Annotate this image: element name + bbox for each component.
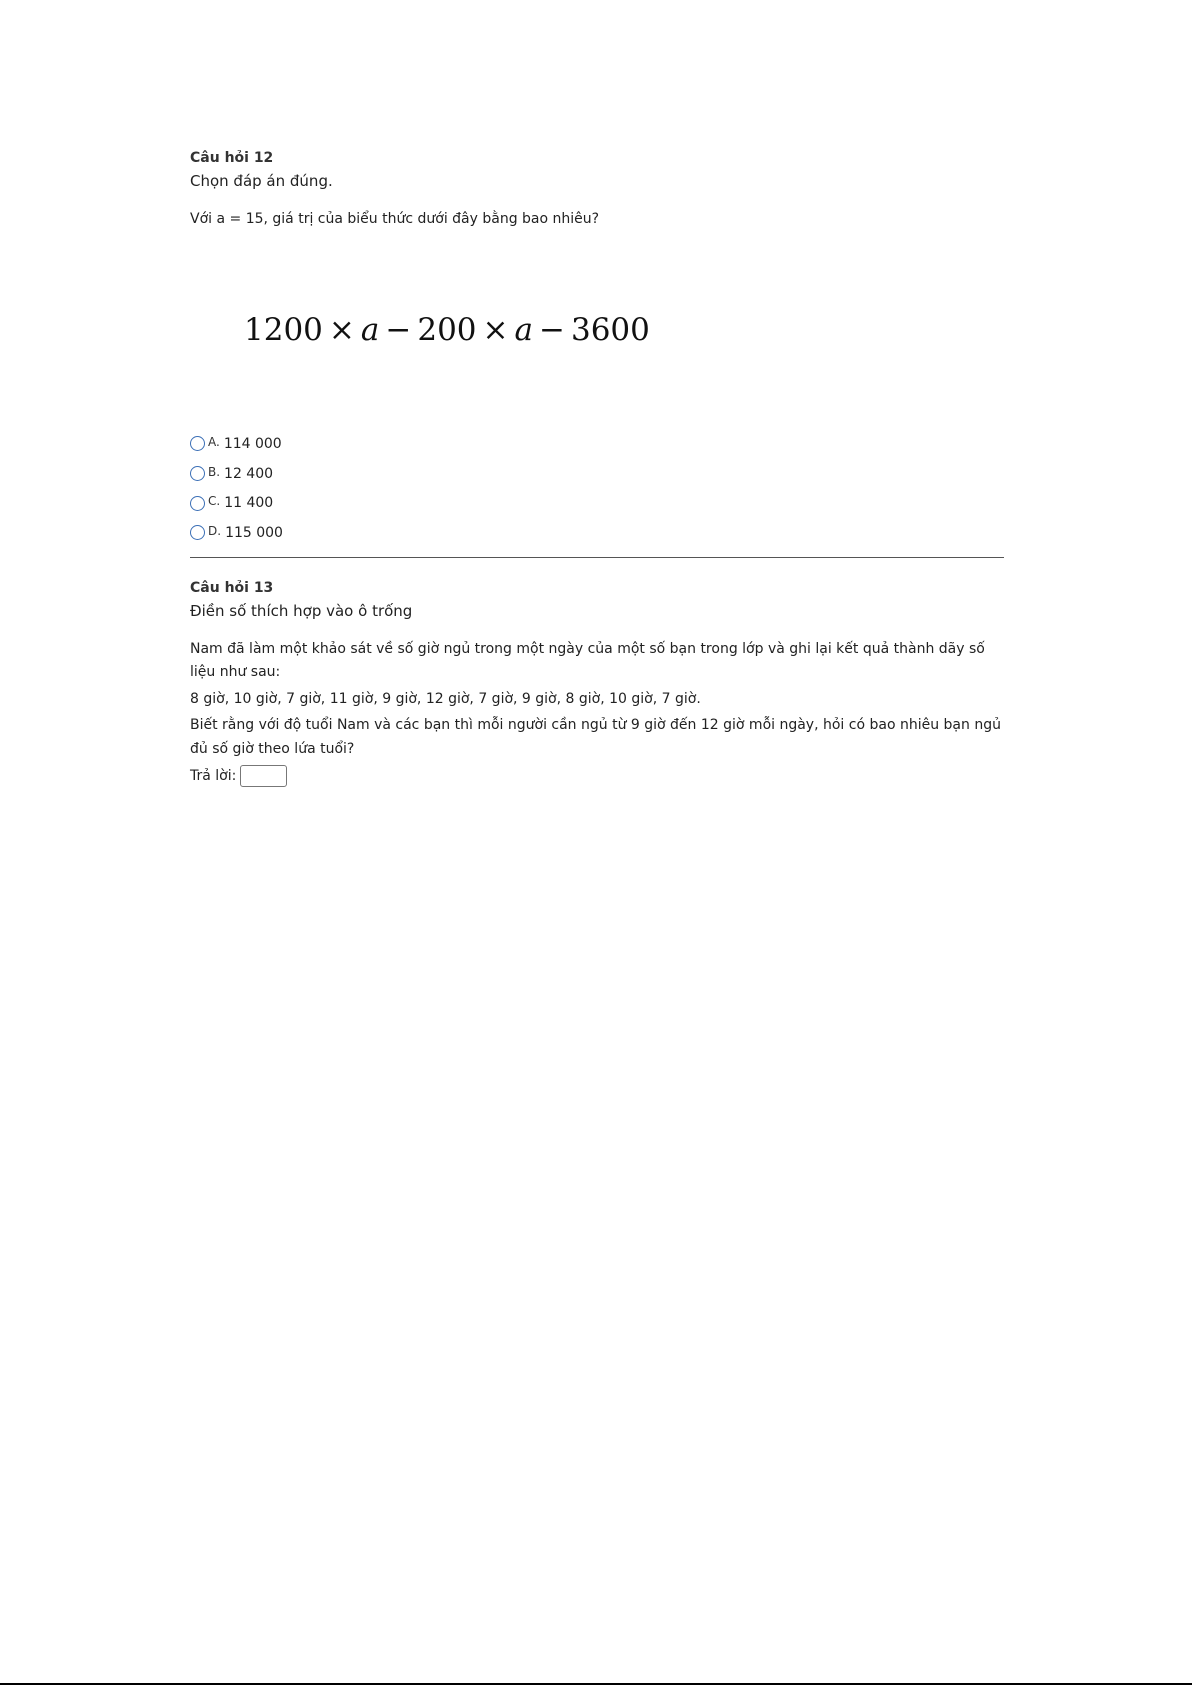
- radio-button-c[interactable]: [190, 496, 205, 511]
- times-symbol: ×: [482, 312, 509, 348]
- radio-button-b[interactable]: [190, 466, 205, 481]
- option-a[interactable]: [190, 429, 1004, 459]
- question-13-instruction: Điền số thích hợp vào ô trống: [190, 601, 413, 620]
- option-letter: C.: [208, 494, 221, 509]
- formula-number: 3600: [570, 312, 650, 348]
- formula-number: 200: [417, 312, 477, 348]
- question-13-data-list: 8 giờ, 10 giờ, 7 giờ, 11 giờ, 9 giờ, 12 giờ, 7 giờ, 9 giờ, 8 giờ, 10 giờ, 7 giờ.: [190, 690, 701, 707]
- answer-label: Trả lời:: [190, 768, 237, 785]
- question-13-paragraph: Biết rằng với độ tuổi Nam và các bạn thì mỗi người cần ngủ từ 9 giờ đến 12 giờ mỗi ngày, hỏi có bao nhiêu bạn ngủ đủ số giờ theo lứa tuổi?: [190, 717, 1001, 757]
- option-letter: D.: [208, 523, 222, 538]
- option-letter: A.: [208, 434, 220, 449]
- answer-input[interactable]: [240, 765, 287, 787]
- quiz-content: [190, 148, 1004, 788]
- question-12-instruction: Chọn đáp án đúng.: [190, 172, 333, 190]
- option-d[interactable]: [190, 518, 1004, 548]
- minus-symbol: −: [539, 312, 565, 348]
- question-12-text: Với a = 15, giá trị của biểu thức dưới đây bằng bao nhiêu?: [190, 211, 600, 227]
- formula-variable: a: [514, 312, 533, 348]
- radio-button-a[interactable]: [190, 436, 205, 451]
- formula-variable: a: [360, 312, 380, 348]
- answer-row: [190, 764, 1004, 788]
- option-value: 115 000: [225, 524, 283, 541]
- option-b[interactable]: [190, 459, 1004, 489]
- question-12: [190, 148, 1004, 548]
- question-13-paragraph: Nam đã làm một khảo sát về số giờ ngủ trong một ngày của một số bạn trong lớp và ghi lại kết quả thành dãy số liệu như sau:: [190, 640, 985, 681]
- times-symbol: ×: [328, 312, 355, 348]
- math-expression: [244, 310, 1004, 350]
- formula-number: 1200: [244, 312, 323, 348]
- option-c[interactable]: [190, 488, 1004, 518]
- option-value: 114 000: [223, 435, 282, 452]
- question-divider: [190, 557, 1004, 558]
- option-value: 11 400: [224, 495, 274, 512]
- question-13-heading: Câu hỏi 13: [190, 579, 274, 596]
- minus-symbol: −: [385, 312, 412, 348]
- option-letter: B.: [208, 464, 221, 479]
- answer-options: [190, 429, 1004, 548]
- question-13: [190, 578, 1004, 789]
- radio-button-d[interactable]: [190, 525, 205, 540]
- option-value: 12 400: [224, 465, 274, 482]
- question-12-heading: Câu hỏi 12: [190, 150, 274, 166]
